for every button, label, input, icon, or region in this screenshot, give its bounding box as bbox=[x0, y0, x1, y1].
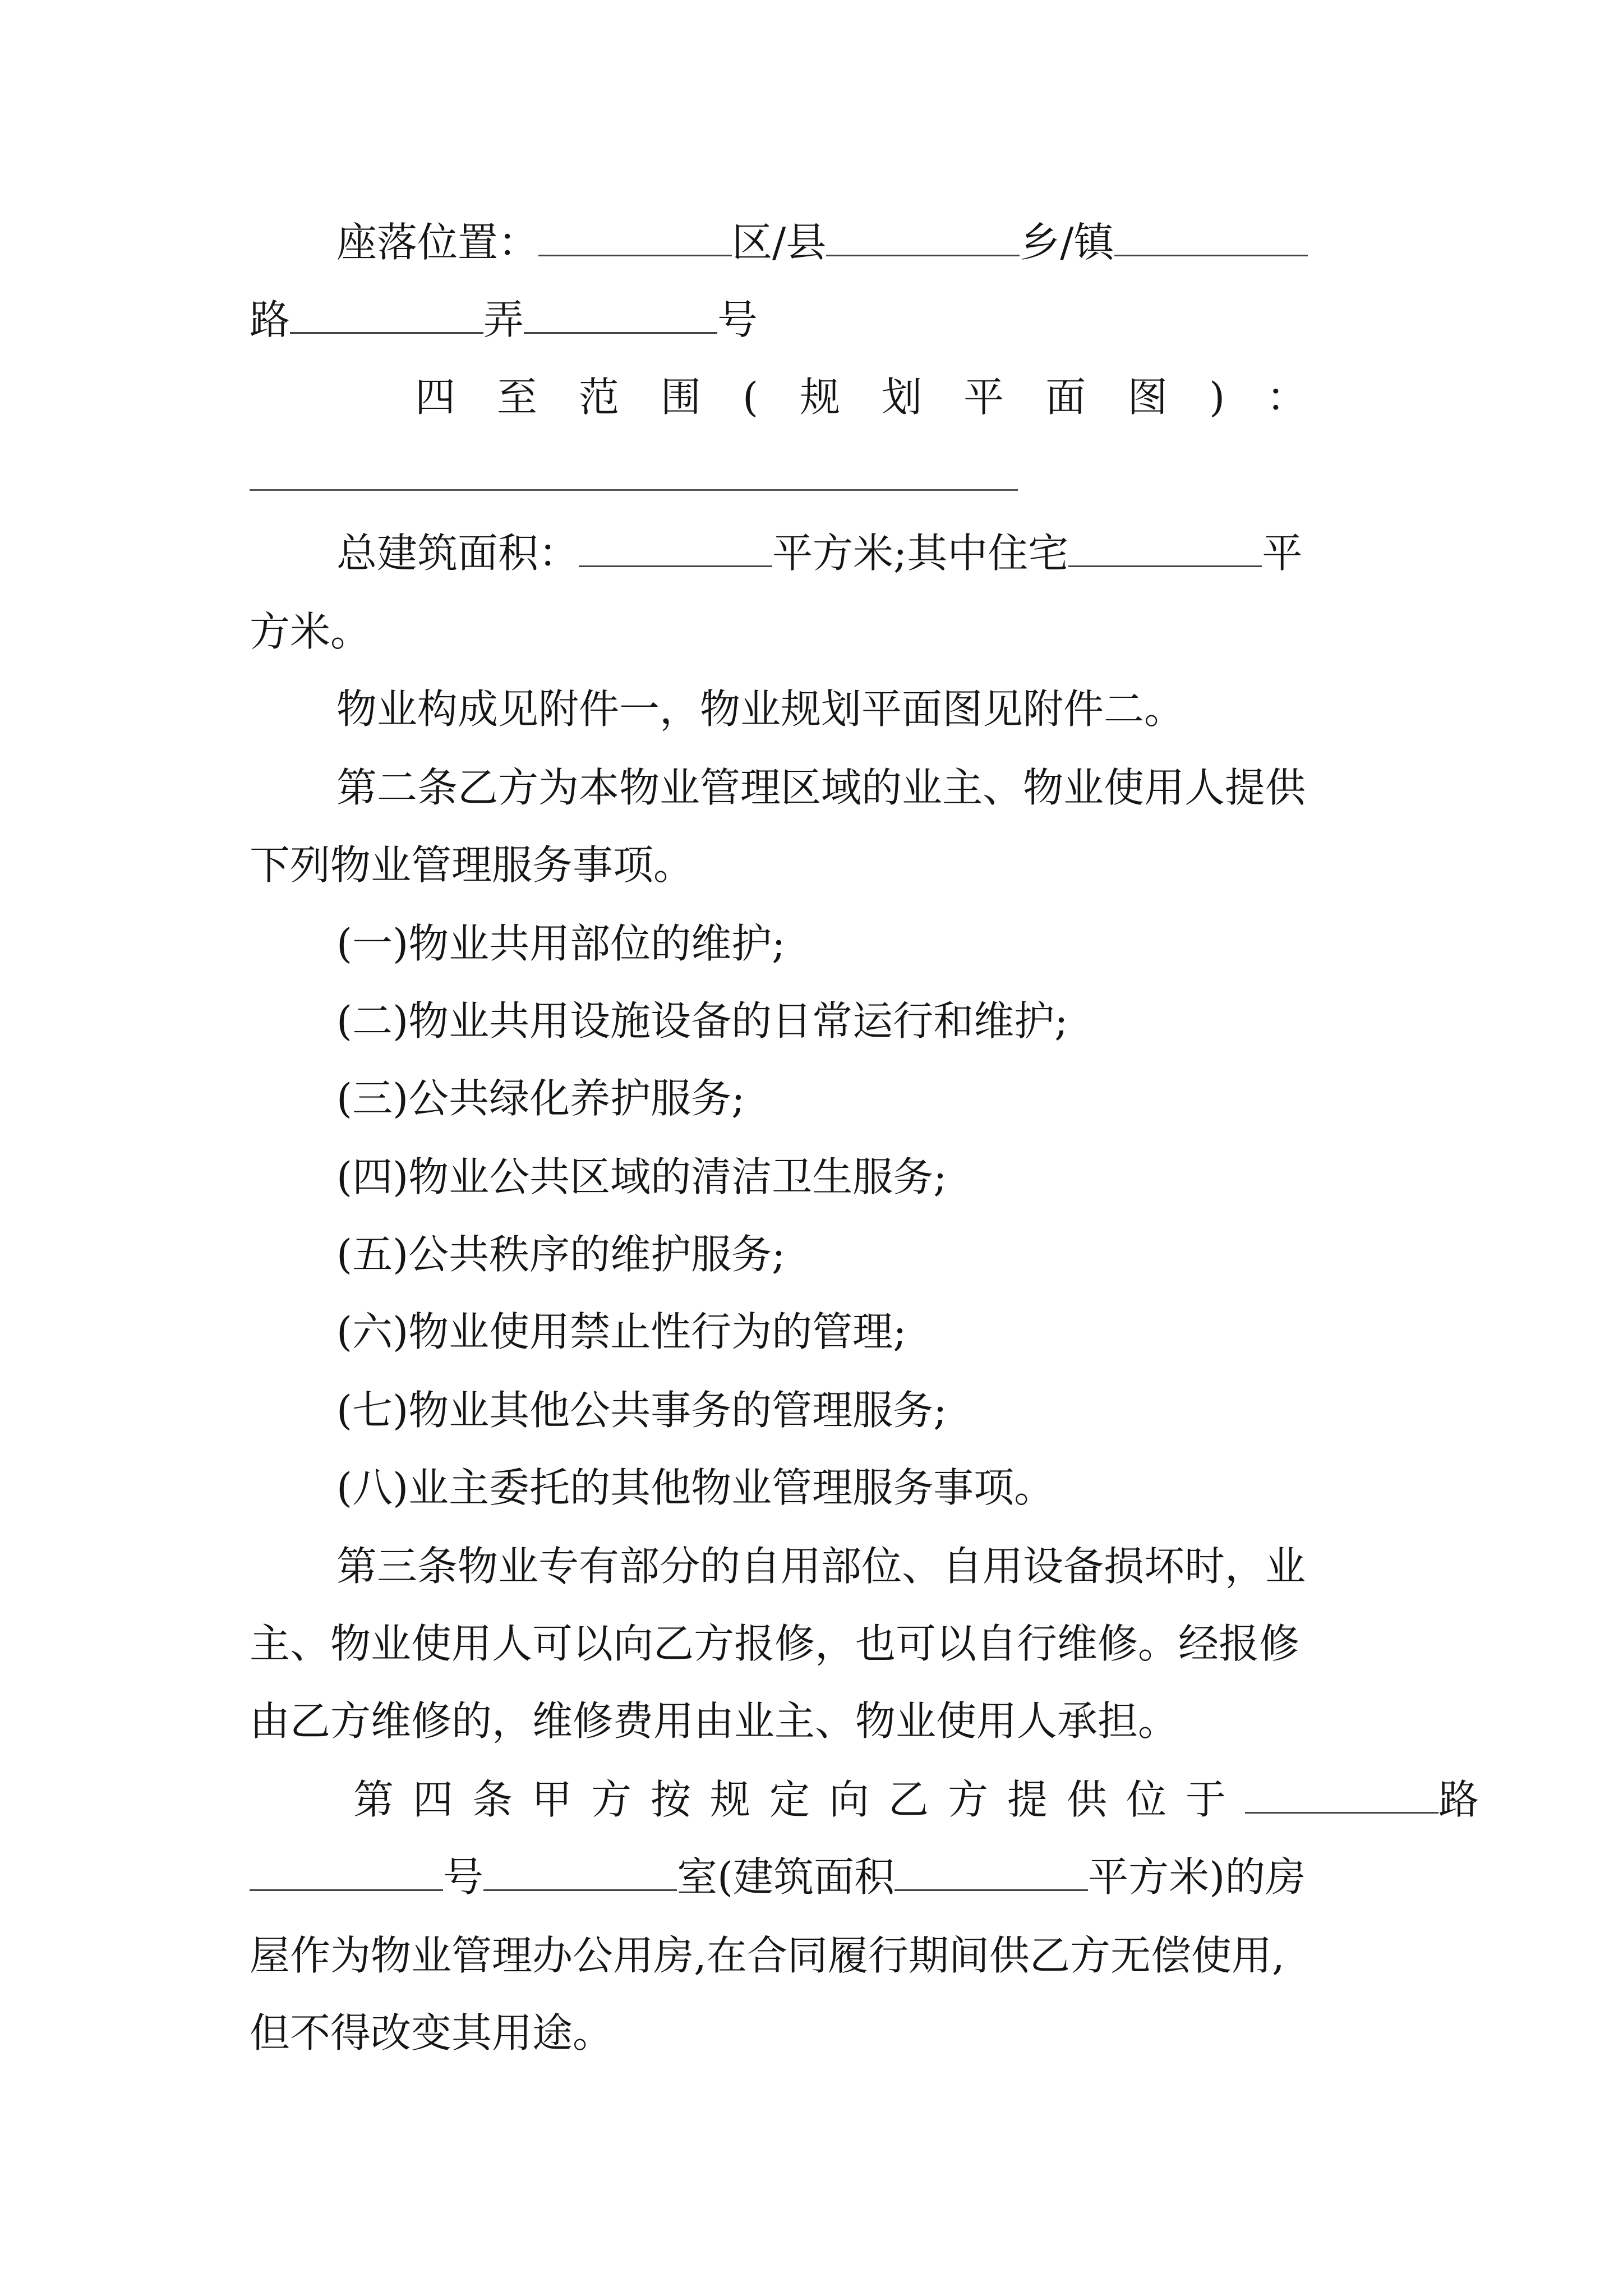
article4-room-blank bbox=[483, 1856, 677, 1891]
article4-road-blank bbox=[1245, 1778, 1438, 1814]
service-item-3 bbox=[336, 1071, 1388, 1125]
article4-line-2 bbox=[250, 1850, 1388, 1904]
area-label: 总建筑面积： bbox=[336, 530, 579, 577]
district-blank bbox=[538, 221, 732, 256]
article3-line-1 bbox=[336, 1539, 1388, 1593]
article3-text-2: 主、物业使用人可以向乙方报修，也可以自行维修。经报修 bbox=[250, 1620, 1300, 1667]
residential-area-blank bbox=[1068, 532, 1262, 567]
article2-text-2: 下列物业管理服务事项。 bbox=[250, 841, 694, 889]
lane-blank bbox=[290, 298, 483, 334]
article4-line-1 bbox=[353, 1773, 1479, 1826]
article4-area-blank bbox=[895, 1856, 1088, 1891]
area-unit-2a: 平 bbox=[1262, 530, 1303, 577]
location-label: 座落位置： bbox=[336, 219, 539, 266]
article2-text-1: 第二条乙方为本物业管理区域的业主、物业使用人提供 bbox=[336, 764, 1306, 811]
road-blank bbox=[1114, 221, 1308, 256]
total-area-blank bbox=[579, 532, 772, 567]
service-item-1 bbox=[336, 917, 1388, 970]
district-label: 区/县 bbox=[732, 219, 827, 266]
service-item-8 bbox=[336, 1461, 1388, 1515]
service-item-5 bbox=[336, 1227, 1388, 1281]
composition-text: 物业构成见附件一，物业规划平面图见附件二。 bbox=[336, 685, 1185, 733]
article3-text-3: 由乙方维修的，维修费用由业主、物业使用人承担。 bbox=[250, 1697, 1179, 1745]
town-blank bbox=[826, 221, 1020, 256]
article4-street-blank bbox=[250, 1856, 443, 1891]
service-item-text: (二)物业共用设施设备的日常运行和维护; bbox=[336, 997, 1068, 1045]
service-item-text: (六)物业使用禁止性行为的管理; bbox=[336, 1308, 907, 1355]
town-label: 乡/镇 bbox=[1020, 219, 1114, 266]
boundary-label: 四至范围(规划平面图)： bbox=[415, 374, 1349, 421]
service-item-6 bbox=[336, 1305, 1388, 1359]
service-item-text: (七)物业其他公共事务的管理服务; bbox=[336, 1387, 947, 1434]
article3-line-3 bbox=[250, 1694, 1388, 1748]
article4-road-label: 路 bbox=[1438, 1776, 1479, 1823]
area-unit-1: 平方米;其中住宅 bbox=[772, 530, 1069, 577]
article2-line-1 bbox=[336, 761, 1388, 815]
article3-text-1: 第三条物业专有部分的自用部位、自用设备损坏时，业 bbox=[336, 1543, 1306, 1590]
service-item-4 bbox=[336, 1150, 1388, 1204]
article3-line-2 bbox=[250, 1617, 1388, 1671]
lane-label: 弄 bbox=[483, 296, 524, 343]
service-item-2 bbox=[336, 994, 1388, 1048]
article4-text-1: 第四条甲方按规定向乙方提供位于 bbox=[353, 1776, 1246, 1823]
article4-number-label: 号 bbox=[443, 1853, 484, 1901]
article4-text-3: 屋作为物业管理办公用房,在合同履行期间供乙方无偿使用, bbox=[250, 1932, 1285, 1979]
article4-line-4 bbox=[250, 2006, 1388, 2060]
boundary-line bbox=[415, 370, 1391, 424]
number-blank bbox=[524, 298, 717, 334]
article4-text-4: 但不得改变其用途。 bbox=[250, 2009, 614, 2056]
article2-line-2 bbox=[250, 838, 1388, 892]
area-unit-2b: 方米。 bbox=[250, 608, 371, 655]
service-item-text: (八)业主委托的其他物业管理服务事项。 bbox=[336, 1464, 1055, 1511]
boundary-blank bbox=[250, 489, 1018, 491]
service-item-text: (五)公共秩序的维护服务; bbox=[336, 1231, 786, 1278]
location-line-1 bbox=[336, 215, 1388, 269]
composition-line bbox=[336, 682, 1388, 736]
service-item-7 bbox=[336, 1383, 1388, 1437]
article4-area-label: 平方米)的房 bbox=[1088, 1853, 1306, 1901]
area-line-1 bbox=[336, 526, 1388, 580]
area-line-2 bbox=[250, 605, 1388, 659]
road-label: 路 bbox=[250, 296, 291, 343]
service-item-text: (一)物业共用部位的维护; bbox=[336, 920, 786, 967]
service-item-text: (三)公共绿化养护服务; bbox=[336, 1075, 745, 1122]
service-item-text: (四)物业公共区域的清洁卫生服务; bbox=[336, 1153, 947, 1200]
location-line-2 bbox=[250, 293, 1388, 347]
article4-line-3 bbox=[250, 1929, 1388, 1982]
article4-room-label: 室(建筑面积 bbox=[677, 1853, 895, 1901]
number-label: 号 bbox=[717, 296, 758, 343]
